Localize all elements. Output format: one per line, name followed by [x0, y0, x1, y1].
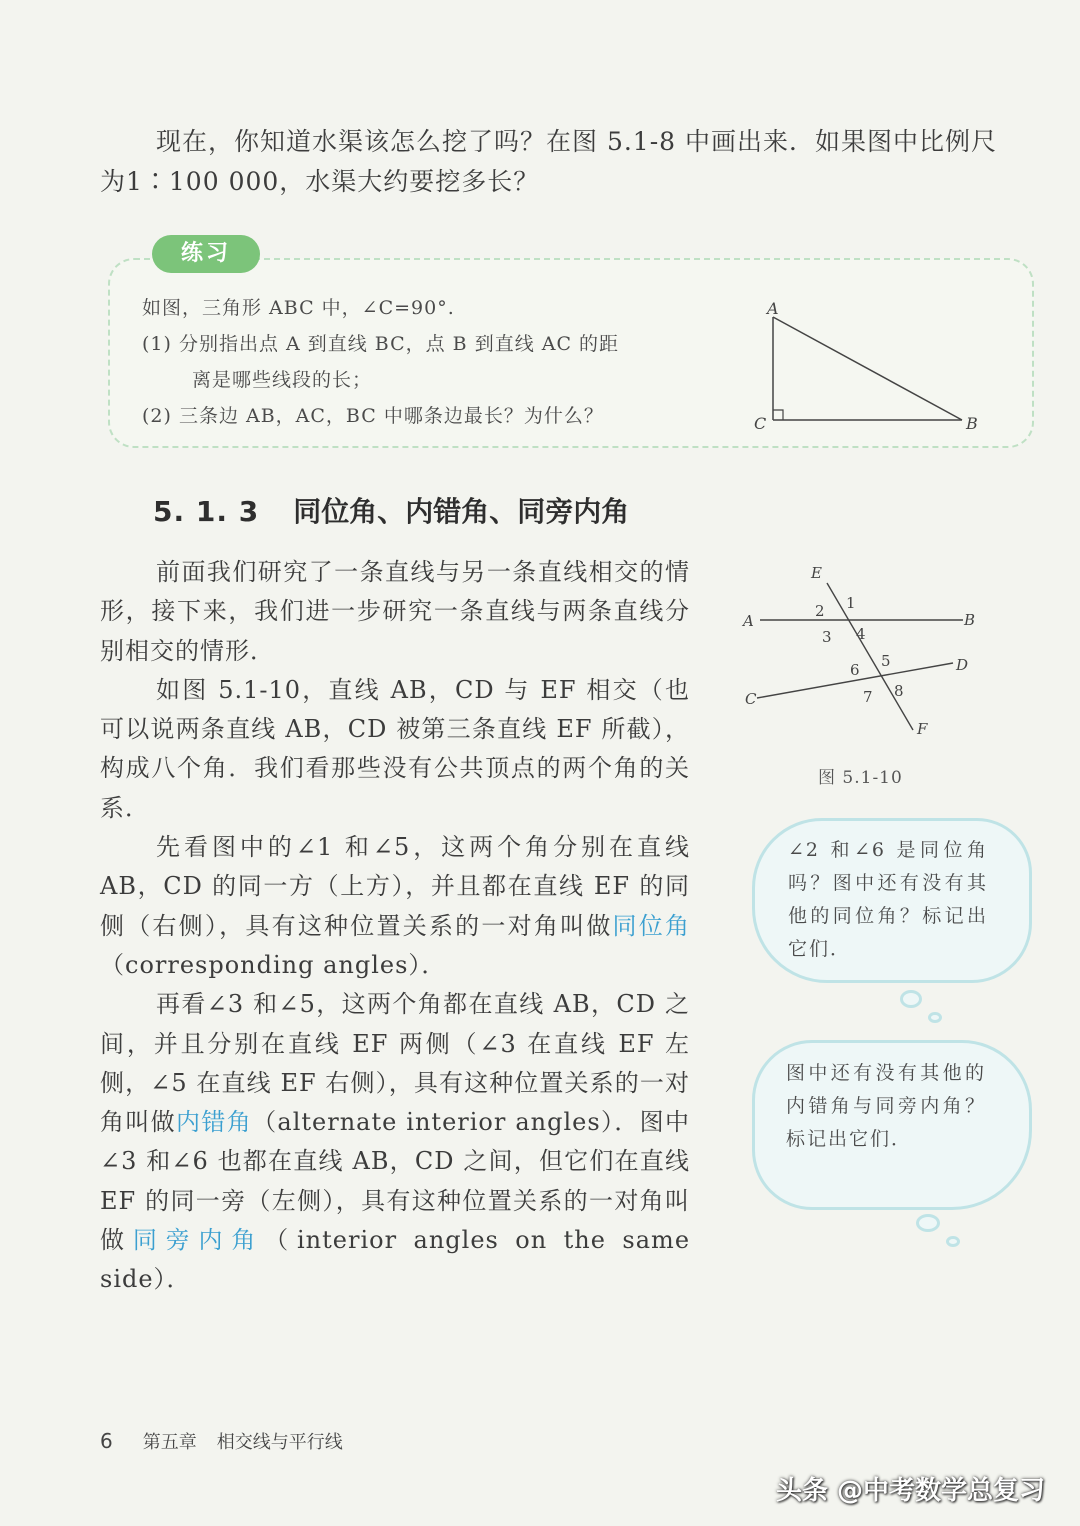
watermark: 头条 @中考数学总复习	[776, 1476, 1046, 1506]
p4-text: 再看∠3 和∠5，这两个角都在直线 AB，CD 之间，并且分别在直线 EF 两侧（∠3 在直线 EF 左侧，∠5 在直线 EF 右侧），具有这种位置关系的一对角叫做	[100, 990, 690, 1137]
angle-1: 1	[846, 594, 856, 612]
page-footer	[100, 1428, 343, 1454]
angle-4: 4	[856, 625, 866, 643]
label-d: D	[956, 656, 969, 674]
angle-3: 3	[822, 628, 832, 646]
exercise-q2: (2) 三条边 AB，AC，BC 中哪条边最长？为什么？	[142, 405, 604, 427]
bubble-1-text	[788, 834, 988, 966]
section-title: 同位角、内错角、同旁内角	[293, 495, 630, 528]
label-b: B	[964, 611, 976, 629]
angle-2: 2	[815, 602, 825, 620]
chapter-title: 相交线与平行线	[216, 1432, 343, 1453]
intro-line-2: 为1∶100 000，水渠大约要挖多长？	[100, 167, 540, 196]
body-paragraph-3	[100, 828, 690, 985]
p3-text: 先看图中的∠1 和∠5，这两个角分别在直线 AB，CD 的同一方（上方），并且都在直线 EF 的同侧（右侧），具有这种位置关系的一对角叫做	[100, 833, 690, 940]
bubble-puff	[946, 1236, 960, 1247]
right-angle-mark	[773, 410, 783, 420]
triangle-figure	[740, 295, 990, 440]
exercise-q1: (1) 分别指出点 A 到直线 BC，点 B 到直线 AC 的距	[142, 333, 620, 355]
label-b: B	[966, 414, 978, 433]
p4-english: （interior angles on the same side）．	[100, 1226, 691, 1294]
label-a: A	[743, 612, 754, 630]
line-ef	[827, 583, 913, 730]
exercise-stem: 如图，三角形 ABC 中，∠C=90°.	[142, 297, 455, 319]
label-e: E	[811, 564, 822, 582]
label-c: C	[745, 690, 757, 708]
angle-6: 6	[850, 661, 860, 679]
transversal-figure	[735, 558, 995, 748]
figure-caption: 图 5.1-10	[818, 768, 903, 788]
section-heading	[153, 490, 629, 530]
label-a: A	[767, 299, 779, 318]
term-same-side-interior-angles: 同旁内角	[132, 1226, 265, 1255]
label-f: F	[917, 720, 928, 738]
section-number: 5. 1. 3	[153, 495, 260, 528]
bubble-2-text	[786, 1057, 986, 1156]
bubble-question-2: 图中还有没有其他的内错角与同旁内角？标记出它们．	[786, 1062, 986, 1150]
bubble-puff	[916, 1214, 940, 1232]
body-paragraph-1: 前面我们研究了一条直线与另一条直线相交的情形，接下来，我们进一步研究一条直线与两条直线分别相交的情形．	[100, 558, 690, 665]
page-number: 6	[100, 1429, 113, 1453]
label-c: C	[754, 414, 767, 433]
term-corresponding-angles: 同位角	[612, 911, 691, 940]
exercise-text	[142, 290, 722, 434]
side-ab	[773, 317, 962, 420]
bubble-puff	[928, 1012, 942, 1023]
angle-7: 7	[863, 688, 873, 706]
term-alternate-interior-angles: 内错角	[176, 1108, 253, 1137]
intro-paragraph	[100, 122, 1040, 202]
angle-5: 5	[881, 652, 891, 670]
bubble-puff	[900, 990, 922, 1008]
intro-line-1: 现在，你知道水渠该怎么挖了吗？在图 5.1-8 中画出来．如果图中比例尺	[156, 127, 998, 156]
body-text	[100, 553, 690, 1300]
angle-8: 8	[894, 682, 904, 700]
chapter-label: 第五章	[142, 1432, 197, 1453]
exercise-q1-cont: 离是哪些线段的长；	[192, 369, 373, 391]
bubble-question-1: ∠2 和∠6 是同位角吗？图中还有没有其他的同位角？标记出它们．	[788, 839, 988, 960]
body-paragraph-2: 如图 5.1-10，直线 AB，CD 与 EF 相交（也可以说两条直线 AB，CD 被第三条直线 EF 所截），构成八个角．我们看那些没有公共顶点的两个角的关系．	[100, 675, 690, 822]
exercise-badge: 练习	[152, 235, 260, 273]
p3-english: （corresponding angles）．	[100, 950, 447, 979]
p4-middle: （alternate interior angles）．图中∠3 和∠6 也都在直线 AB，CD 之间，但它们在直线 EF 的同一旁（左侧），具有这种位置关系的一对角叫做	[100, 1108, 691, 1255]
body-paragraph-4	[100, 985, 690, 1299]
